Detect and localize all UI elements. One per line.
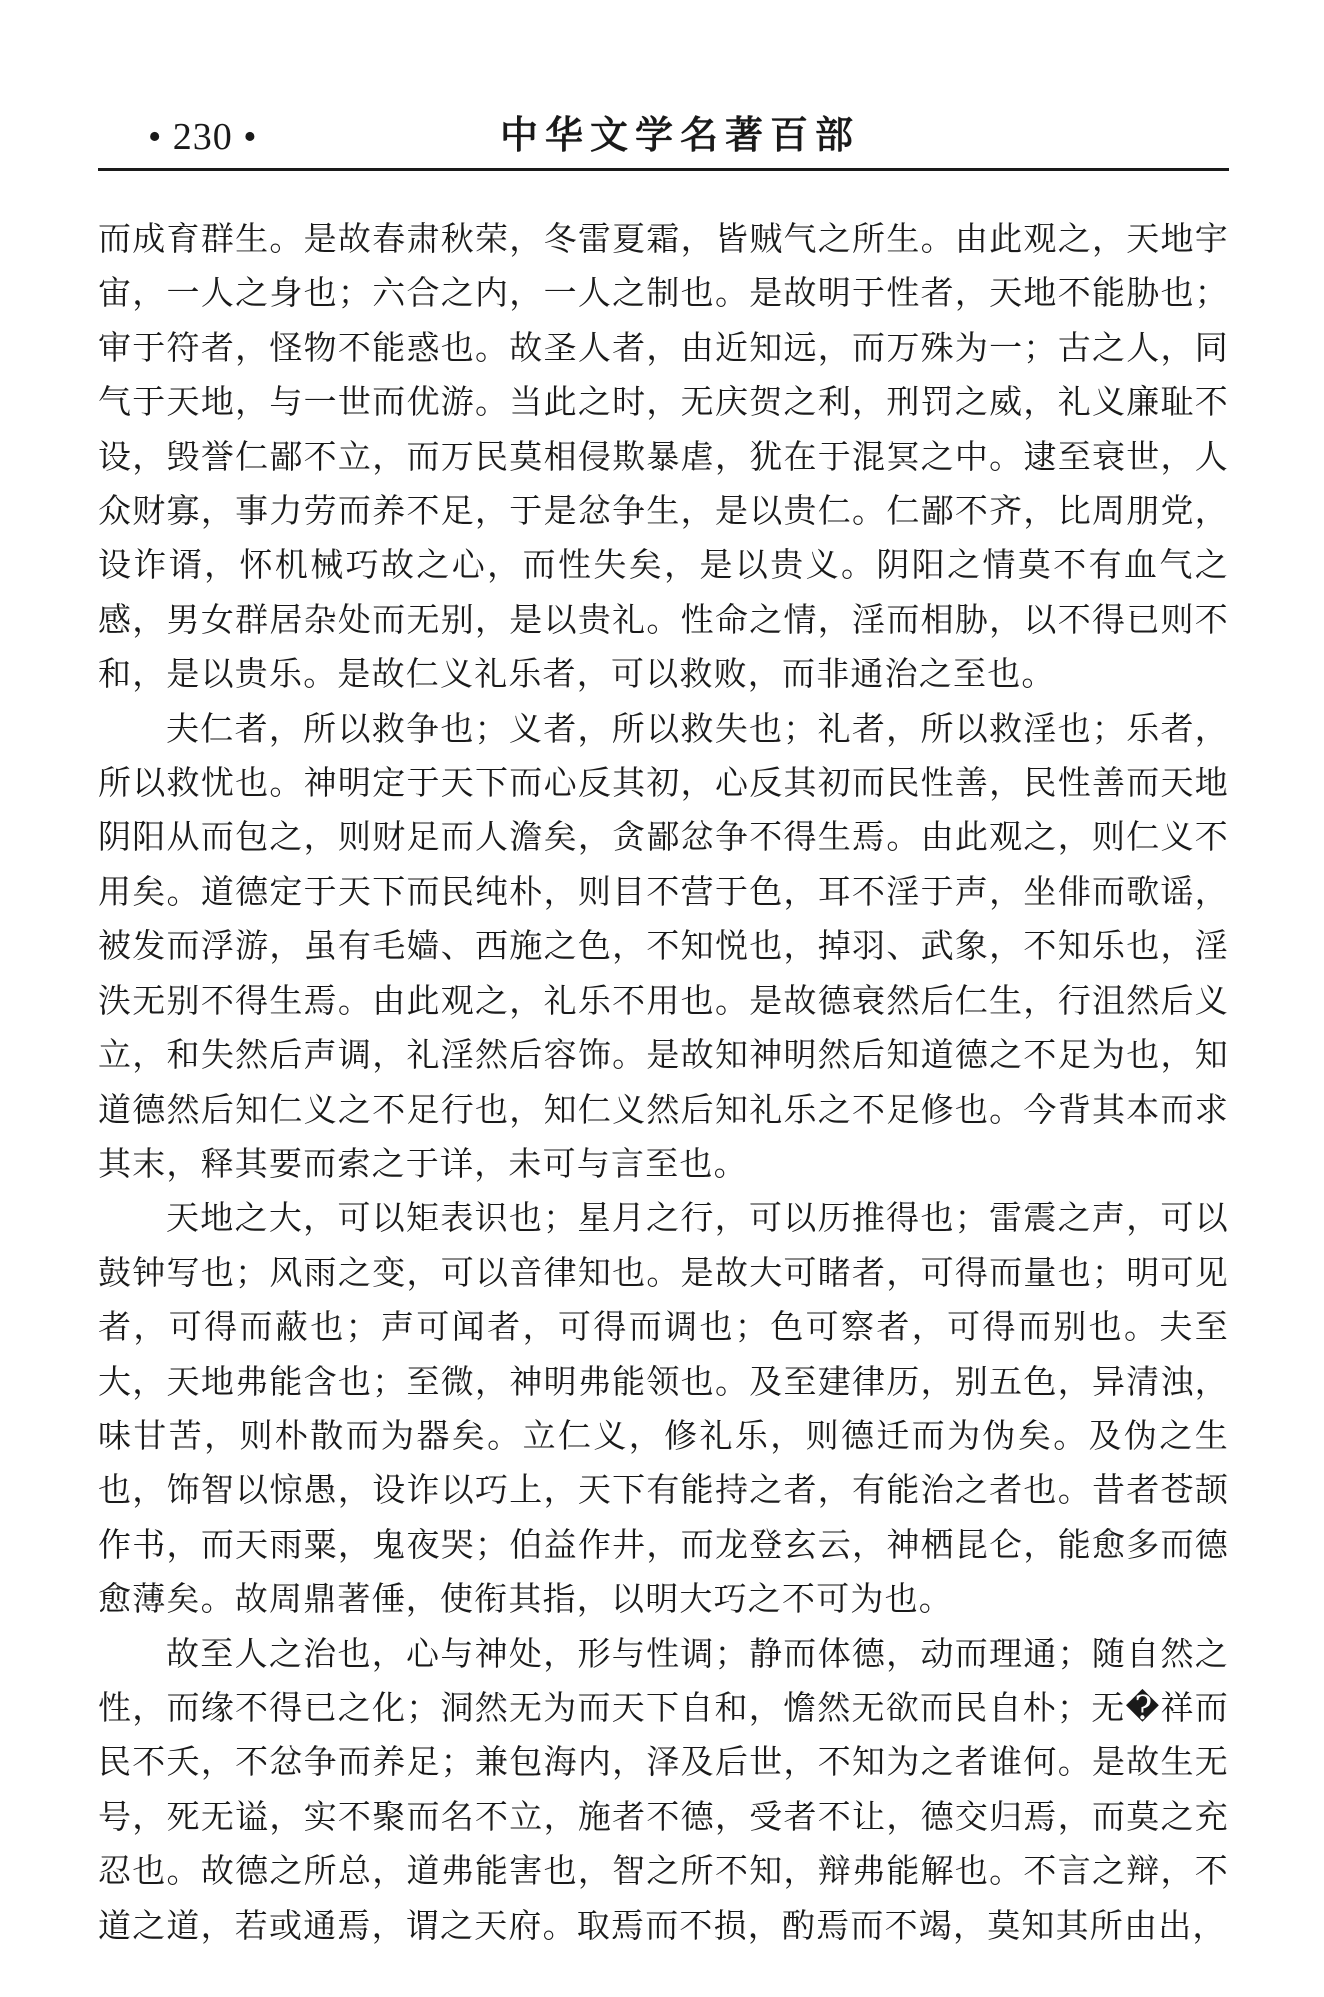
header-rule xyxy=(98,168,1229,171)
paragraph-2: 夫仁者，所以救争也；义者，所以救失也；礼者，所以救淫也；乐者，所以救忧也。神明定于天下而心反其初，心反其初而民性善，民性善而天地阴阳从而包之，则财足而人澹矣，贪鄙忿争不得生焉。由此观之，则仁义不用矣。道德定于天下而民纯朴，则目不营于色，耳不淫于声，坐俳而歌谣，被发而浮游，虽有毛嫱、西施之色，不知悦也，掉羽、武象，不知乐也，淫泆无别不得生焉。由此观之，礼乐不用也。是故德衰然后仁生，行沮然后义立，和失然后声调，礼淫然后容饰。是故知神明然后知道德之不足为也，知道德然后知仁义之不足行也，知仁义然后知礼乐之不足修也。今背其本而求其末，释其要而索之于详，未可与言至也。 xyxy=(98,708,1229,1183)
paragraph-3: 天地之大，可以矩表识也；星月之行，可以历推得也；雷震之声，可以鼓钟写也；风雨之变，可以音律知也。是故大可睹者，可得而量也；明可见者，可得而蔽也；声可闻者，可得而调也；色可察者，可得而别也。夫至大，天地弗能含也；至微，神明弗能领也。及至建律历，别五色，异清浊，味甘苦，则朴散而为器矣。立仁义，修礼乐，则德迁而为伪矣。及伪之生也，饰智以惊愚，设诈以巧上，天下有能持之者，有能治之者也。昔者苍颉作书，而天雨粟，鬼夜哭；伯益作井，而龙登玄云，神栖昆仑，能愈多而德愈薄矣。故周鼎著倕，使衔其指，以明大巧之不可为也。 xyxy=(98,1198,1229,1619)
paragraph-4: 故至人之治也，心与神处，形与性调；静而体德，动而理通；随自然之性，而缘不得已之化；洞然无为而天下自和，憺然无欲而民自朴；无�祥而民不夭，不忿争而养足；兼包海内，泽及后世，不知为之者谁何。是故生无号，死无谥，实不聚而名不立，施者不德，受者不让，德交归焉，而莫之充忍也。故德之所总，道弗能害也，智之所不知，辩弗能解也。不言之辩，不道之道，若或通焉，谓之天府。取焉而不损，酌焉而不竭，莫知其所由出， xyxy=(98,1633,1229,1945)
body-text xyxy=(98,212,1229,1953)
book-title: 中华文学名著百部 xyxy=(500,112,861,157)
running-header xyxy=(98,108,1228,168)
paragraph-1: 而成育群生。是故春肃秋荣，冬雷夏霜，皆贼气之所生。由此观之，天地宇宙，一人之身也；六合之内，一人之制也。是故明于性者，天地不能胁也；审于符者，怪物不能惑也。故圣人者，由近知远，而万殊为一；古之人，同气于天地，与一世而优游。当此之时，无庆贺之利，刑罚之威，礼义廉耻不设，毁誉仁鄙不立，而万民莫相侵欺暴虐，犹在于混冥之中。逮至衰世，人众财寡，事力劳而养不足，于是忿争生，是以贵仁。仁鄙不齐，比周朋党，设诈谞，怀机械巧故之心，而性失矣，是以贵义。阴阳之情莫不有血气之感，男女群居杂处而无别，是以贵礼。性命之情，淫而相胁，以不得已则不和，是以贵乐。是故仁义礼乐者，可以救败，而非通治之至也。 xyxy=(98,219,1229,694)
page-number: • 230 • xyxy=(148,116,258,158)
